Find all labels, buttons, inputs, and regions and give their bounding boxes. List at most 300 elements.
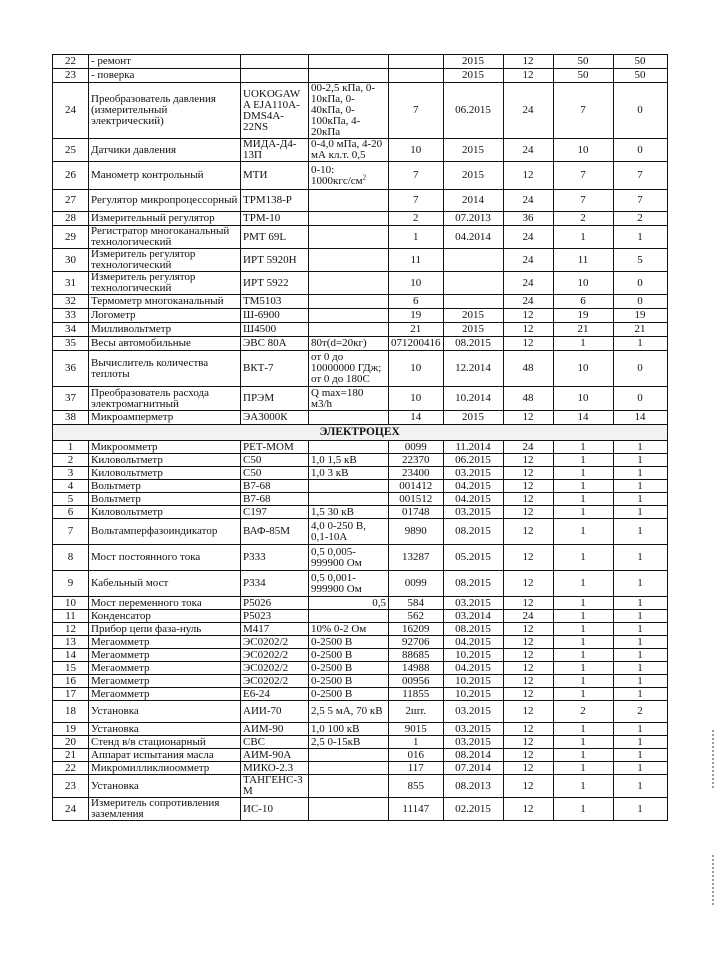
- cell-c1: 7: [553, 83, 613, 139]
- cell-n: 4: [53, 480, 89, 493]
- cell-type: РМТ 69L: [241, 226, 309, 249]
- table-row: [53, 701, 668, 723]
- cell-type: МИДА-Д4-13П: [241, 139, 309, 162]
- cell-period: 12: [503, 701, 553, 723]
- cell-period: 12: [503, 323, 553, 337]
- cell-range: 4,0 0-250 В, 0,1-10А: [309, 519, 389, 545]
- cell-date: 03.2015: [443, 723, 503, 736]
- cell-c1: 1: [553, 662, 613, 675]
- cell-date: [443, 295, 503, 309]
- cell-type: ВКТ-7: [241, 351, 309, 387]
- cell-type: МИКО-2.3: [241, 762, 309, 775]
- cell-type: Р333: [241, 545, 309, 571]
- cell-range: 1,0 3 кВ: [309, 467, 389, 480]
- cell-type: АИИ-70: [241, 701, 309, 723]
- cell-name: Регистратор многоканальный технологический: [89, 226, 241, 249]
- cell-c1: 1: [553, 571, 613, 597]
- cell-name: Милливольтметр: [89, 323, 241, 337]
- cell-type: М417: [241, 623, 309, 636]
- cell-type: ЭС0202/2: [241, 662, 309, 675]
- cell-range: [309, 323, 389, 337]
- cell-period: 12: [503, 649, 553, 662]
- cell-range: 80т(d=20кг): [309, 337, 389, 351]
- table-row: [53, 597, 668, 610]
- cell-range: [309, 272, 389, 295]
- cell-c2: 1: [613, 545, 667, 571]
- cell-serial: 88685: [389, 649, 444, 662]
- cell-n: 7: [53, 519, 89, 545]
- cell-c1: 1: [553, 636, 613, 649]
- cell-range: [309, 295, 389, 309]
- cell-c1: 10: [553, 139, 613, 162]
- cell-n: 6: [53, 506, 89, 519]
- cell-date: 08.2013: [443, 775, 503, 798]
- cell-c2: 0: [613, 139, 667, 162]
- table-row: [53, 454, 668, 467]
- cell-date: 10.2014: [443, 387, 503, 411]
- cell-date: 2015: [443, 309, 503, 323]
- cell-c2: 50: [613, 69, 667, 83]
- cell-range: 0-2500 В: [309, 688, 389, 701]
- cell-n: 28: [53, 212, 89, 226]
- cell-range: [309, 411, 389, 425]
- table-row: [53, 190, 668, 212]
- cell-range: 0,5 0,001-999900 Ом: [309, 571, 389, 597]
- cell-serial: 7: [389, 162, 444, 190]
- cell-date: 04.2014: [443, 226, 503, 249]
- cell-c1: 1: [553, 723, 613, 736]
- cell-date: 03.2015: [443, 597, 503, 610]
- cell-period: 12: [503, 55, 553, 69]
- cell-range: [309, 212, 389, 226]
- cell-type: Р5023: [241, 610, 309, 623]
- cell-c2: 50: [613, 55, 667, 69]
- cell-range: [309, 441, 389, 454]
- cell-date: 05.2015: [443, 545, 503, 571]
- cell-range: [309, 309, 389, 323]
- cell-n: 22: [53, 762, 89, 775]
- cell-c1: 1: [553, 337, 613, 351]
- cell-range: 1,0 100 кВ: [309, 723, 389, 736]
- cell-n: 31: [53, 272, 89, 295]
- cell-name: Преобразователь давления (измерительный электрический): [89, 83, 241, 139]
- cell-period: 12: [503, 69, 553, 83]
- cell-c2: 1: [613, 337, 667, 351]
- cell-n: 29: [53, 226, 89, 249]
- cell-serial: 19: [389, 309, 444, 323]
- table-row: [53, 387, 668, 411]
- cell-type: Ш-6900: [241, 309, 309, 323]
- cell-serial: 117: [389, 762, 444, 775]
- cell-range: [309, 162, 389, 190]
- cell-name: Вольтметр: [89, 493, 241, 506]
- cell-date: 04.2015: [443, 493, 503, 506]
- cell-date: 07.2014: [443, 762, 503, 775]
- cell-range: 2,5 0-15кВ: [309, 736, 389, 749]
- cell-n: 17: [53, 688, 89, 701]
- cell-n: 9: [53, 571, 89, 597]
- cell-period: 24: [503, 295, 553, 309]
- cell-period: 12: [503, 736, 553, 749]
- cell-type: UOKOGAW A EJA110A-DMS4A-22NS: [241, 83, 309, 139]
- cell-serial: 13287: [389, 545, 444, 571]
- cell-serial: 11: [389, 249, 444, 272]
- cell-n: 21: [53, 749, 89, 762]
- cell-c2: 1: [613, 736, 667, 749]
- cell-c1: 6: [553, 295, 613, 309]
- table-row: [53, 309, 668, 323]
- cell-c2: 1: [613, 610, 667, 623]
- cell-date: 03.2015: [443, 736, 503, 749]
- cell-type: [241, 69, 309, 83]
- scan-artifact: [712, 730, 714, 790]
- cell-c1: 1: [553, 454, 613, 467]
- cell-date: 10.2015: [443, 649, 503, 662]
- cell-name: Мост постоянного тока: [89, 545, 241, 571]
- cell-name: Установка: [89, 723, 241, 736]
- table-row: [53, 83, 668, 139]
- scan-artifact: [712, 855, 714, 905]
- cell-period: 12: [503, 545, 553, 571]
- table-row: [53, 506, 668, 519]
- cell-period: 12: [503, 454, 553, 467]
- cell-period: 12: [503, 597, 553, 610]
- table-row: [53, 610, 668, 623]
- cell-n: 14: [53, 649, 89, 662]
- cell-period: 12: [503, 688, 553, 701]
- cell-serial: [389, 69, 444, 83]
- cell-c2: 1: [613, 688, 667, 701]
- cell-name: Микромилликлиоомметр: [89, 762, 241, 775]
- cell-name: Преобразователь расхода электромагнитный: [89, 387, 241, 411]
- cell-period: 12: [503, 309, 553, 323]
- cell-type: Е6-24: [241, 688, 309, 701]
- table-row: [53, 162, 668, 190]
- cell-c2: 2: [613, 212, 667, 226]
- cell-c1: 7: [553, 190, 613, 212]
- cell-date: 08.2014: [443, 749, 503, 762]
- table-row: [53, 351, 668, 387]
- equipment-table: [52, 54, 668, 821]
- cell-c1: 1: [553, 493, 613, 506]
- cell-c2: 19: [613, 309, 667, 323]
- cell-name: Вольтамперфазоиндикатор: [89, 519, 241, 545]
- cell-n: 5: [53, 493, 89, 506]
- cell-type: В7-68: [241, 493, 309, 506]
- cell-name: Измеритель регулятор технологический: [89, 272, 241, 295]
- cell-serial: 855: [389, 775, 444, 798]
- cell-type: ИРТ 5922: [241, 272, 309, 295]
- cell-c1: 1: [553, 775, 613, 798]
- cell-c2: 0: [613, 351, 667, 387]
- cell-name: Киловольтметр: [89, 506, 241, 519]
- cell-name: Аппарат испытания масла: [89, 749, 241, 762]
- cell-c2: 1: [613, 649, 667, 662]
- cell-name: Измеритель сопротивления заземления: [89, 798, 241, 821]
- cell-range: [309, 480, 389, 493]
- cell-date: 2015: [443, 69, 503, 83]
- cell-date: 03.2015: [443, 467, 503, 480]
- cell-range: от 0 до 10000000 ГДж; от 0 до 180С: [309, 351, 389, 387]
- section-title: ЭЛЕКТРОЦЕХ: [53, 425, 668, 441]
- cell-date: 06.2015: [443, 83, 503, 139]
- table-row: [53, 337, 668, 351]
- cell-c2: 1: [613, 775, 667, 798]
- cell-range: 0-2500 В: [309, 675, 389, 688]
- cell-range-line: 1000кгс/см: [311, 174, 363, 187]
- cell-c1: 1: [553, 623, 613, 636]
- table-row: [53, 749, 668, 762]
- table-row: [53, 212, 668, 226]
- cell-name: Мегаомметр: [89, 662, 241, 675]
- cell-period: 12: [503, 775, 553, 798]
- cell-c2: 7: [613, 190, 667, 212]
- cell-c2: 1: [613, 493, 667, 506]
- cell-range: 0,5: [309, 597, 389, 610]
- cell-c2: 21: [613, 323, 667, 337]
- table-row: [53, 139, 668, 162]
- cell-type: С197: [241, 506, 309, 519]
- cell-range: [309, 798, 389, 821]
- cell-name: Мегаомметр: [89, 675, 241, 688]
- cell-n: 16: [53, 675, 89, 688]
- cell-serial: 9015: [389, 723, 444, 736]
- cell-period: 24: [503, 139, 553, 162]
- cell-n: 30: [53, 249, 89, 272]
- cell-c1: 10: [553, 351, 613, 387]
- cell-c2: 5: [613, 249, 667, 272]
- cell-date: 04.2015: [443, 662, 503, 675]
- cell-date: 04.2015: [443, 480, 503, 493]
- section-row: [53, 425, 668, 441]
- cell-date: 08.2015: [443, 623, 503, 636]
- cell-type: ТМ5103: [241, 295, 309, 309]
- cell-n: 3: [53, 467, 89, 480]
- cell-c1: 1: [553, 480, 613, 493]
- cell-period: 24: [503, 441, 553, 454]
- cell-name: Установка: [89, 775, 241, 798]
- cell-date: 08.2015: [443, 519, 503, 545]
- cell-serial: 016: [389, 749, 444, 762]
- cell-range: 1,0 1,5 кВ: [309, 454, 389, 467]
- cell-c2: 0: [613, 272, 667, 295]
- cell-range: [309, 762, 389, 775]
- cell-date: 06.2015: [443, 454, 503, 467]
- cell-serial: 01748: [389, 506, 444, 519]
- cell-serial: 071200416: [389, 337, 444, 351]
- cell-c2: 1: [613, 467, 667, 480]
- cell-c1: 19: [553, 309, 613, 323]
- cell-serial: 0099: [389, 441, 444, 454]
- cell-n: 12: [53, 623, 89, 636]
- cell-type: Р334: [241, 571, 309, 597]
- cell-period: 12: [503, 162, 553, 190]
- cell-c2: 1: [613, 662, 667, 675]
- cell-range: 2,5 5 мА, 70 кВ: [309, 701, 389, 723]
- cell-serial: 23400: [389, 467, 444, 480]
- cell-n: 26: [53, 162, 89, 190]
- cell-type: СВС: [241, 736, 309, 749]
- table-row: [53, 649, 668, 662]
- cell-name: Измерительный регулятор: [89, 212, 241, 226]
- cell-n: 24: [53, 83, 89, 139]
- cell-period: 12: [503, 798, 553, 821]
- cell-n: 32: [53, 295, 89, 309]
- cell-serial: 0099: [389, 571, 444, 597]
- cell-period: 36: [503, 212, 553, 226]
- cell-period: 12: [503, 623, 553, 636]
- cell-range: 10% 0-2 Ом: [309, 623, 389, 636]
- cell-c1: 1: [553, 736, 613, 749]
- cell-period: 24: [503, 226, 553, 249]
- cell-period: 12: [503, 762, 553, 775]
- cell-date: 2015: [443, 323, 503, 337]
- cell-c1: 7: [553, 162, 613, 190]
- cell-period: 12: [503, 662, 553, 675]
- cell-serial: 16209: [389, 623, 444, 636]
- cell-name: Установка: [89, 701, 241, 723]
- cell-c2: 1: [613, 441, 667, 454]
- cell-n: 35: [53, 337, 89, 351]
- cell-c1: 1: [553, 610, 613, 623]
- cell-date: 08.2015: [443, 337, 503, 351]
- cell-type: АИМ-90А: [241, 749, 309, 762]
- cell-type: ТРМ-10: [241, 212, 309, 226]
- cell-serial: 14: [389, 411, 444, 425]
- cell-name: Мегаомметр: [89, 688, 241, 701]
- table-row: [53, 226, 668, 249]
- cell-serial: 10: [389, 139, 444, 162]
- cell-period: 12: [503, 493, 553, 506]
- cell-name: Мегаомметр: [89, 636, 241, 649]
- cell-period: 48: [503, 387, 553, 411]
- cell-name: Кабельный мост: [89, 571, 241, 597]
- cell-n: 38: [53, 411, 89, 425]
- cell-c2: 1: [613, 480, 667, 493]
- cell-name: Микроомметр: [89, 441, 241, 454]
- cell-type: МТИ: [241, 162, 309, 190]
- cell-type: Р5026: [241, 597, 309, 610]
- cell-period: 12: [503, 571, 553, 597]
- cell-period: 12: [503, 749, 553, 762]
- cell-c1: 14: [553, 411, 613, 425]
- cell-c2: 0: [613, 83, 667, 139]
- cell-serial: 11147: [389, 798, 444, 821]
- cell-period: 24: [503, 610, 553, 623]
- cell-serial: 11855: [389, 688, 444, 701]
- cell-c2: 0: [613, 295, 667, 309]
- cell-range: 0-4,0 мПа, 4-20 мА кл.т. 0,5: [309, 139, 389, 162]
- cell-c1: 2: [553, 701, 613, 723]
- table-row: [53, 623, 668, 636]
- cell-date: 03.2014: [443, 610, 503, 623]
- cell-range: [309, 69, 389, 83]
- cell-period: 24: [503, 272, 553, 295]
- cell-c1: 1: [553, 597, 613, 610]
- cell-serial: 001512: [389, 493, 444, 506]
- cell-name: Мост переменного тока: [89, 597, 241, 610]
- cell-type: АИМ-90: [241, 723, 309, 736]
- cell-date: [443, 272, 503, 295]
- cell-name: Микроамперметр: [89, 411, 241, 425]
- cell-n: 37: [53, 387, 89, 411]
- table-row: [53, 798, 668, 821]
- cell-period: 48: [503, 351, 553, 387]
- cell-name: Весы автомобильные: [89, 337, 241, 351]
- cell-c1: 1: [553, 749, 613, 762]
- cell-n: 10: [53, 597, 89, 610]
- cell-serial: 14988: [389, 662, 444, 675]
- cell-date: 2015: [443, 55, 503, 69]
- cell-date: 03.2015: [443, 701, 503, 723]
- table-row: [53, 493, 668, 506]
- cell-c1: 21: [553, 323, 613, 337]
- cell-serial: 9890: [389, 519, 444, 545]
- cell-range: [309, 249, 389, 272]
- cell-name: - ремонт: [89, 55, 241, 69]
- cell-range: 00-2,5 кПа, 0-10кПа, 0-40кПа, 0-100кПа, 4-20кПа: [309, 83, 389, 139]
- cell-n: 23: [53, 69, 89, 83]
- table-row: [53, 545, 668, 571]
- cell-serial: 10: [389, 387, 444, 411]
- cell-period: 24: [503, 83, 553, 139]
- cell-c2: 14: [613, 411, 667, 425]
- cell-n: 15: [53, 662, 89, 675]
- cell-serial: 00956: [389, 675, 444, 688]
- cell-n: 2: [53, 454, 89, 467]
- cell-name: Стенд в/в стационарный: [89, 736, 241, 749]
- cell-n: 13: [53, 636, 89, 649]
- cell-n: 24: [53, 798, 89, 821]
- cell-type: В7-68: [241, 480, 309, 493]
- cell-c2: 7: [613, 162, 667, 190]
- cell-range: [309, 610, 389, 623]
- cell-c2: 1: [613, 675, 667, 688]
- cell-serial: 7: [389, 190, 444, 212]
- cell-name: - поверка: [89, 69, 241, 83]
- cell-type: ЭВС 80А: [241, 337, 309, 351]
- cell-n: 11: [53, 610, 89, 623]
- table-row: [53, 272, 668, 295]
- cell-range: [309, 749, 389, 762]
- cell-name: Мегаомметр: [89, 649, 241, 662]
- cell-c1: 1: [553, 675, 613, 688]
- cell-serial: [389, 55, 444, 69]
- cell-date: 2015: [443, 411, 503, 425]
- cell-date: 2015: [443, 162, 503, 190]
- table-row: [53, 723, 668, 736]
- cell-c1: 1: [553, 545, 613, 571]
- cell-c2: 1: [613, 454, 667, 467]
- table-row: [53, 519, 668, 545]
- cell-n: 8: [53, 545, 89, 571]
- cell-n: 27: [53, 190, 89, 212]
- cell-c2: 1: [613, 749, 667, 762]
- cell-type: ИС-10: [241, 798, 309, 821]
- cell-c2: 1: [613, 623, 667, 636]
- cell-range: [309, 493, 389, 506]
- table-row: [53, 249, 668, 272]
- cell-serial: 22370: [389, 454, 444, 467]
- cell-period: 12: [503, 337, 553, 351]
- cell-date: 2015: [443, 139, 503, 162]
- cell-name: Датчики давления: [89, 139, 241, 162]
- cell-type: ЭС0202/2: [241, 636, 309, 649]
- table-row: [53, 571, 668, 597]
- table-row: [53, 441, 668, 454]
- cell-n: 23: [53, 775, 89, 798]
- document-sheet: [52, 54, 668, 821]
